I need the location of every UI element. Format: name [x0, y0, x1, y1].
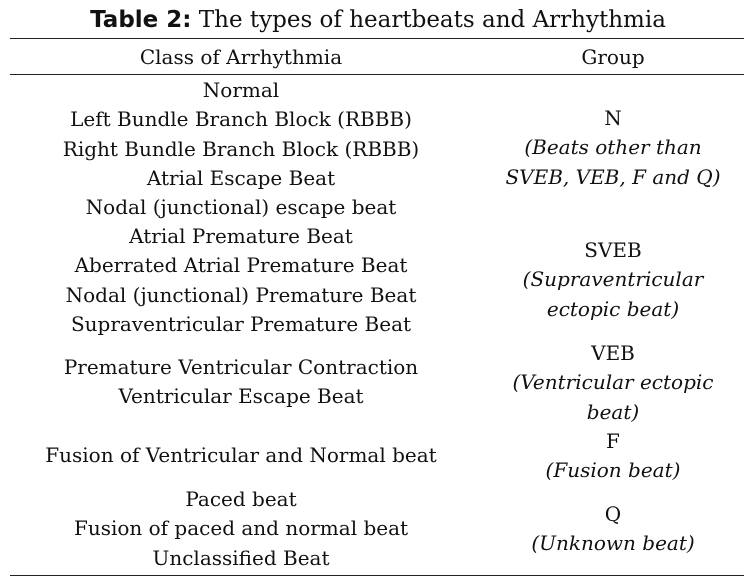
row-sveb-classes	[10, 222, 472, 339]
table-caption-text: The types of heartbeats and Arrhythmia	[191, 7, 666, 33]
group-desc: ectopic beat)	[546, 296, 680, 321]
class-item: Right Bundle Branch Block (RBBB)	[62, 136, 420, 161]
top-rule	[10, 38, 744, 39]
row-veb-classes	[10, 353, 472, 412]
table-caption	[0, 4, 756, 36]
group-code: Q	[604, 502, 622, 526]
row-q-classes	[10, 485, 472, 573]
group-desc: (Unknown beat)	[531, 531, 695, 556]
class-item: Unclassified Beat	[152, 545, 330, 570]
class-item: Nodal (junctional) escape beat	[85, 195, 397, 220]
class-item: Normal	[202, 78, 280, 102]
group-desc: (Ventricular ectopic	[512, 370, 714, 395]
class-item: Aberrated Atrial Premature Beat	[74, 253, 408, 278]
row-n-group	[478, 104, 748, 192]
table-caption-label: Table 2:	[90, 7, 192, 33]
class-item: Premature Ventricular Contraction	[63, 355, 419, 379]
class-item: Atrial Premature Beat	[129, 224, 353, 248]
row-f-classes	[10, 441, 472, 470]
group-code: SVEB	[584, 238, 642, 262]
group-code: N	[604, 106, 622, 130]
header-group: Group	[581, 45, 645, 69]
group-code: VEB	[591, 341, 635, 365]
class-item: Nodal (junctional) Premature Beat	[65, 282, 417, 307]
row-q-group	[478, 500, 748, 559]
class-item: Ventricular Escape Beat	[118, 384, 364, 409]
class-item: Supraventricular Premature Beat	[70, 311, 412, 336]
group-code: F	[606, 429, 620, 453]
row-f-group	[478, 427, 748, 486]
class-item: Atrial Escape Beat	[146, 165, 336, 190]
class-item: Fusion of paced and normal beat	[73, 516, 409, 541]
bottom-rule	[10, 575, 744, 576]
row-sveb-group	[478, 236, 748, 324]
group-desc: (Beats other than	[524, 135, 702, 160]
group-desc: SVEB, VEB, F and Q)	[505, 164, 721, 189]
group-desc: (Supraventricular	[522, 267, 704, 292]
row-n-classes	[10, 76, 472, 222]
group-desc: (Fusion beat)	[545, 458, 681, 483]
class-item: Left Bundle Branch Block (RBBB)	[70, 107, 412, 132]
class-item: Fusion of Ventricular and Normal beat	[45, 443, 437, 467]
group-desc: beat)	[586, 399, 640, 424]
class-item: Paced beat	[185, 487, 297, 511]
row-veb-group	[478, 339, 748, 427]
header-rule	[10, 74, 744, 75]
header-class: Class of Arrhythmia	[139, 45, 343, 69]
